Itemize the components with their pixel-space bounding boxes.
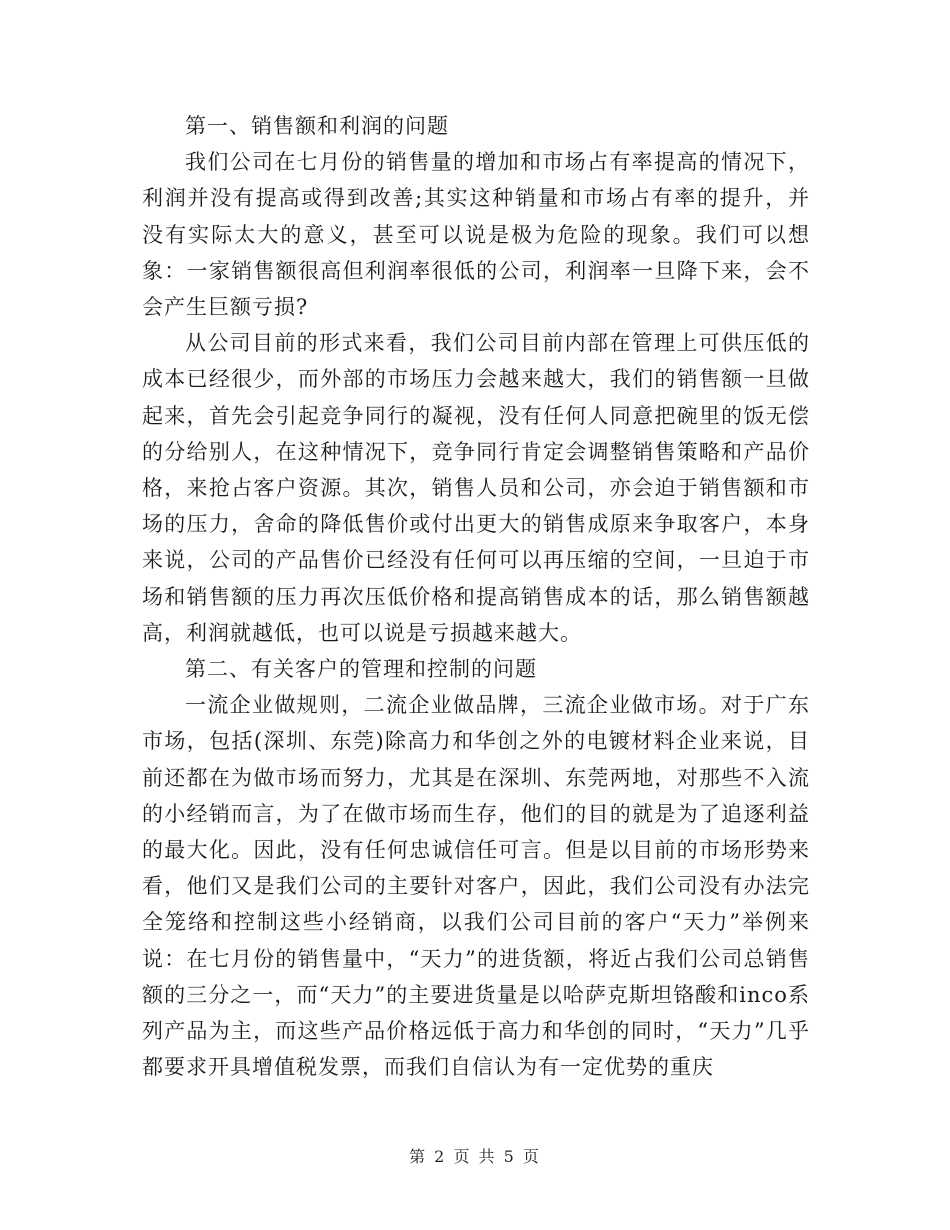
paragraph-3: 一流企业做规则，二流企业做品牌，三流企业做市场。对于广东市场，包括(深圳、东莞)除高力和华创之外的电镀材料企业来说，目前还都在为做市场而努力，尤其是在深圳、东莞两地，对那些不入流的小经销而言，为了在做市场而生存，他们的目的就是为了追逐利益的最大化。因此，没有任何忠诚信任可言。但是以目前的市场形势来看，他们又是我们公司的主要针对客户，因此，我们公司没有办法完全笼络和控制这些小经销商，以我们公司目前的客户“天力”举例来说：在七月份的销售量中，“天力”的进货额，将近占我们公司总销售额的三分之一，而“天力”的主要进货量是以哈萨克斯坦铬酸和inco系列产品为主，而这些产品价格远低于高力和华创的同时，“天力”几乎都要求开具增值税发票，而我们自信认为有一定优势的重庆 (142, 693, 810, 1080)
section-heading-2: 第二、有关客户的管理和控制的问题 (185, 657, 537, 682)
page-number-footer: 第 2 页 共 5 页 (409, 1147, 541, 1166)
paragraph-2: 从公司目前的形式来看，我们公司目前内部在管理上可供压低的成本已经很少，而外部的市场压力会越来越大，我们的销售额一旦做起来，首先会引起竞争同行的凝视，没有任何人同意把碗里的饭无偿的分给别人，在这种情况下，竞争同行肯定会调整销售策略和产品价格，来抢占客户资源。其次，销售人员和公司，亦会迫于销售额和市场的压力，舍命的降低售价或付出更大的销售成原来争取客户，本身来说，公司的产品售价已经没有任何可以再压缩的空间，一旦迫于市场和销售额的压力再次压低价格和提高销售成本的话，那么销售额越高，利润就越低，也可以说是亏损越来越大。 (142, 331, 810, 645)
paragraph-1: 我们公司在七月份的销售量的增加和市场占有率提高的情况下，利润并没有提高或得到改善;其实这种销量和市场占有率的提升，并没有实际太大的意义，甚至可以说是极为危险的现象。我们可以想象：一家销售额很高但利润率很低的公司，利润率一旦降下来，会不会产生巨额亏损? (142, 150, 810, 320)
section-heading-1: 第一、销售额和利润的问题 (185, 114, 449, 138)
document-body (142, 108, 810, 1085)
